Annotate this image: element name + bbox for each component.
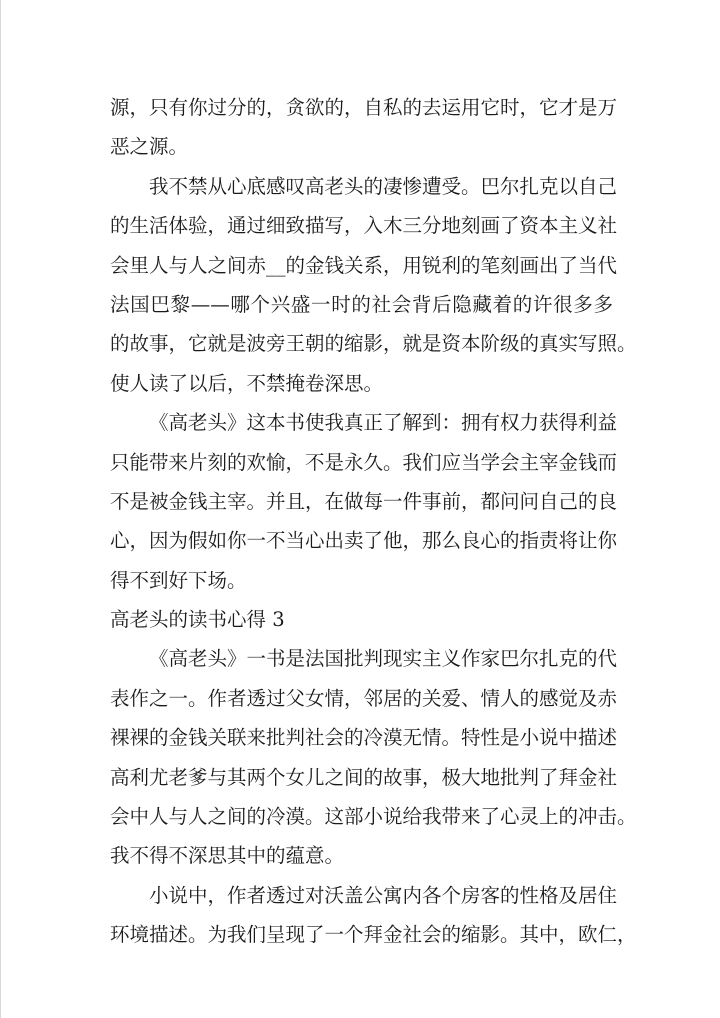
text-line: 心，因为假如你一不当心出卖了他，那么良心的指责将让你 — [110, 529, 618, 553]
text-line: 《高老头》一书是法国批判现实主义作家巴尔扎克的代 — [149, 647, 618, 671]
text-line: 使人读了以后，不禁掩卷深思。 — [110, 371, 384, 395]
text-line: 会里人与人之间赤__的金钱关系，用锐利的笔刻画出了当代 — [110, 253, 618, 277]
section-heading: 高老头的读书心得 3 — [110, 608, 285, 632]
text-line: 的故事，它就是波旁王朝的缩影，就是资本阶级的真实写照。 — [110, 332, 637, 356]
paragraph — [110, 88, 618, 167]
text-line: 我不禁从心底感叹高老头的凄惨遭受。巴尔扎克以自己 — [149, 174, 618, 198]
text-line: 的生活体验，通过细致描写，入木三分地刻画了资本主义社 — [110, 214, 618, 238]
text-line: 《高老头》这本书使我真正了解到：拥有权力获得利益 — [149, 411, 618, 435]
paragraph — [110, 167, 637, 403]
text-line: 得不到好下场。 — [110, 568, 247, 592]
text-line: 恶之源。 — [110, 135, 189, 159]
text-line: 源，只有你过分的，贪欲的，自私的去运用它时，它才是万 — [110, 96, 618, 119]
text-line: 我不得不深思其中的蕴意。 — [110, 844, 345, 868]
text-line: 小说中，作者透过对沃盖公寓内各个房客的性格及居住 — [149, 883, 618, 907]
text-line: 高利尤老爹与其两个女儿之间的故事，极大地批判了拜金社 — [110, 765, 618, 789]
text-line: 法国巴黎——哪个兴盛一时的社会背后隐藏着的许很多多 — [110, 292, 613, 316]
text-line: 会中人与人之间的冷漠。这部小说给我带来了心灵上的冲击。 — [110, 805, 637, 829]
text-line: 只能带来片刻的欢愉，不是永久。我们应当学会主宰金钱而 — [110, 450, 618, 474]
paragraph — [110, 876, 637, 955]
text-line: 不是被金钱主宰。并且，在做每一件事前，都问问自己的良 — [110, 489, 618, 513]
text-line: 表作之一。作者透过父女情，邻居的关爱、情人的感觉及赤 — [110, 686, 618, 710]
text-line: 环境描述。为我们呈现了一个拜金社会的缩影。其中，欧仁， — [110, 923, 637, 947]
document-body — [110, 88, 637, 955]
text-line: 裸裸的金钱关联来批判社会的冷漠无情。特性是小说中描述 — [110, 726, 618, 750]
paragraph — [110, 403, 618, 600]
paragraph — [110, 639, 637, 875]
